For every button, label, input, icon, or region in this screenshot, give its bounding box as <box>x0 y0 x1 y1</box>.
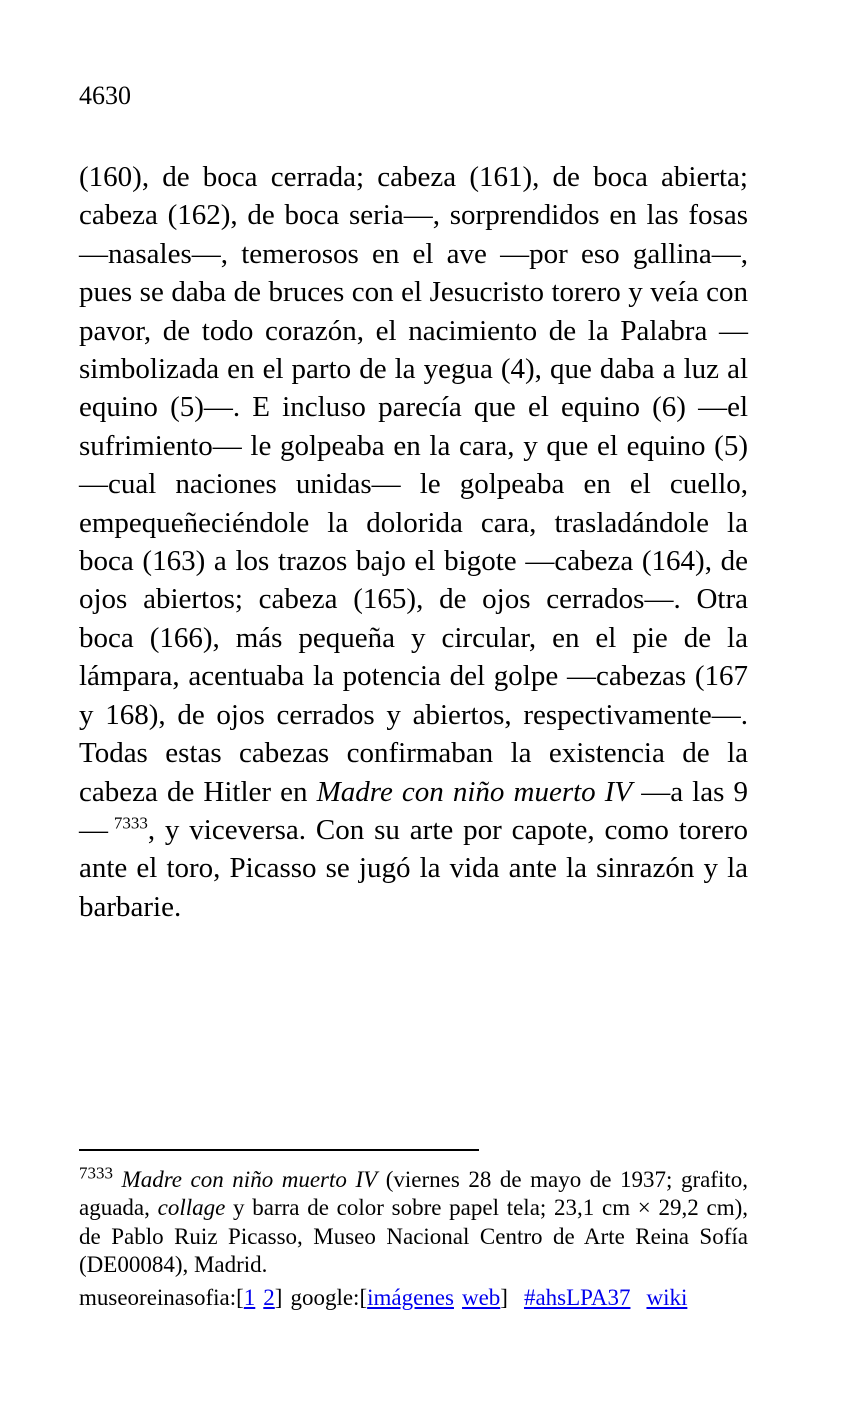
body-text-part-1: (160), de boca cerrada; cabeza (161), de boca abierta; cabeza (162), de boca seria—, sorprendidos en las fosas —nasales—, temerosos en el ave —por eso gallina—, pues se daba de bruces con el Jesucristo torero y veía con pavor, de todo corazón, el nacimiento de la Palabra —simbolizada en el parto de la yegua (4), que daba a luz al equino (5)—. E incluso parecía que el equino (6) —el sufrimiento— le golpeaba en la cara, y que el equino (5) —cual naciones unidas— le golpeaba en el cuello, empequeñeciéndole la dolorida cara, trasladándole la boca (163) a los trazos bajo el bigote —cabeza (164), de ojos abiertos; cabeza (165), de ojos cerrados—. Otra boca (166), más pequeña y circular, en el pie de la lámpara, acentuaba la potencia del golpe —cabezas (167 y 168), de ojos cerrados y abiertos, respectivamente—. Todas estas cabezas confirmaban la existencia de la cabeza de Hitler en <box>79 161 748 808</box>
footnote <box>79 1163 748 1280</box>
wiki-link[interactable]: wiki <box>646 1285 688 1310</box>
footnote-separator <box>79 1149 479 1151</box>
page-number: 4630 <box>79 81 131 110</box>
google-web-link[interactable]: web <box>461 1285 501 1310</box>
footnote-number: 7333 <box>79 1163 113 1183</box>
museo-prefix: museoreinasofia:[ <box>79 1285 244 1310</box>
google-images-link[interactable]: imágenes <box>367 1285 454 1310</box>
footnote-text-part-1: (viernes 28 de mayo de 1937; grafito, aguada, <box>79 1167 748 1221</box>
footnote-text-part-2: y barra de color sobre papel tela; 23,1 cm × 29,2 cm), de Pablo Ruiz Picasso, Museo Nacional Centro de Arte Reina Sofía (DE00084), Madrid. <box>79 1195 748 1278</box>
google-prefix: google:[ <box>290 1285 368 1310</box>
museo-link-2[interactable]: 2 <box>263 1285 275 1310</box>
reference-links <box>79 1284 769 1312</box>
body-text-part-3: , y viceversa. Con su arte por capote, como torero ante el toro, Picasso se jugó la vida ante la sinrazón y la barbarie. <box>79 813 748 923</box>
body-paragraph <box>79 158 748 926</box>
artwork-title: Madre con niño muerto IV <box>316 775 633 808</box>
footnote-italic-term: collage <box>157 1195 226 1221</box>
museo-close-bracket: ] <box>274 1285 283 1310</box>
museo-link-1[interactable]: 1 <box>243 1285 256 1310</box>
hashtag-link[interactable]: #ahsLPA37 <box>523 1285 631 1310</box>
footnote-reference[interactable]: 7333 <box>113 813 148 833</box>
footnote-artwork-title: Madre con niño muerto IV <box>121 1167 378 1192</box>
body-text-part-2: —a las 9— <box>79 775 748 846</box>
google-close-bracket: ] <box>500 1285 508 1310</box>
